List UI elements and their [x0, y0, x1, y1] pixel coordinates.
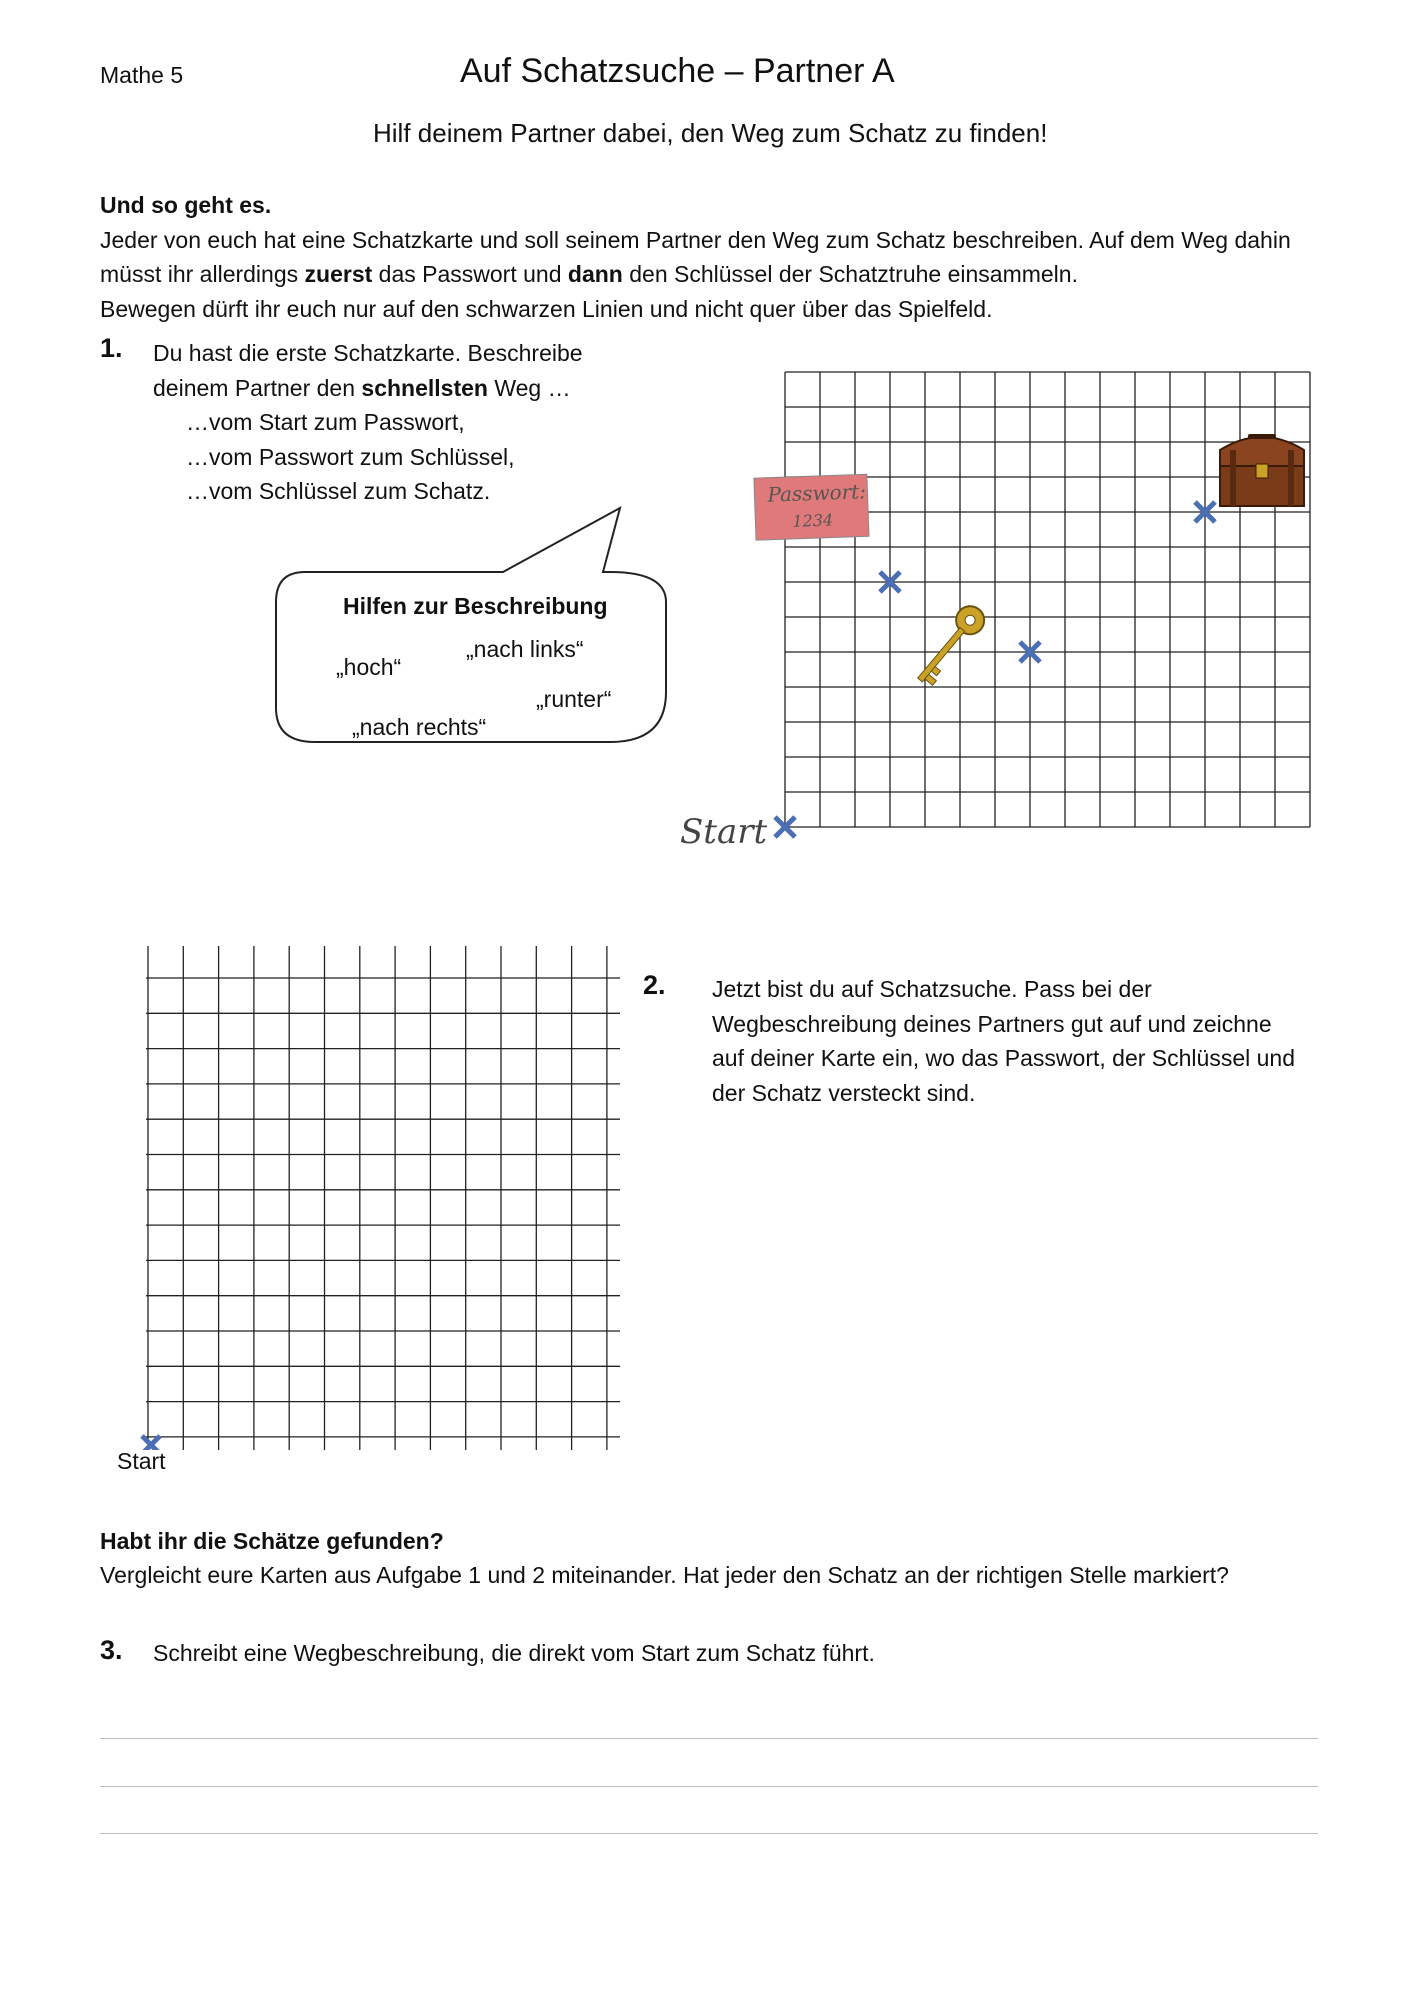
- step-password-to-key: …vom Passwort zum Schlüssel,: [186, 443, 515, 470]
- hint-down: „runter“: [536, 686, 612, 712]
- writing-line[interactable]: [100, 1738, 1318, 1739]
- task2-line: der Schatz versteckt sind.: [712, 1079, 976, 1106]
- password-code: 1234: [792, 510, 834, 531]
- hint-right: „nach rechts“: [352, 714, 487, 740]
- emphasis-then: dann: [567, 261, 623, 287]
- hint-up: „hoch“: [336, 654, 402, 680]
- task2-number: 2.: [643, 970, 666, 1000]
- emphasis-first: zuerst: [304, 261, 373, 287]
- task2-line: auf deiner Karte ein, wo das Passwort, der Schlüssel und: [712, 1045, 1295, 1071]
- hint-left: „nach links“: [466, 636, 584, 662]
- task1-line-part: deinem Partner den: [153, 374, 362, 401]
- instructions-rule: Bewegen dürft ihr euch nur auf den schwarzen Linien und nicht quer über das Spielfeld.: [100, 295, 993, 322]
- task1-line: [153, 371, 623, 406]
- task1-text: [153, 336, 623, 405]
- step-start-to-password: …vom Start zum Passwort,: [186, 409, 465, 435]
- task2-text: [712, 972, 1342, 1110]
- task2-line: Wegbeschreibung deines Partners gut auf und zeichne: [712, 1010, 1272, 1037]
- instructions-text: das Passwort und: [372, 261, 568, 287]
- password-card: [754, 474, 869, 540]
- hints-title: Hilfen zur Beschreibung: [343, 593, 608, 619]
- treasure-chest-icon: [1220, 434, 1304, 506]
- map1-grid: [785, 372, 1310, 827]
- found-heading: Habt ihr die Schätze gefunden?: [100, 1528, 444, 1554]
- task1-line-part: Weg …: [487, 374, 571, 401]
- instructions-paragraph: [100, 223, 1330, 292]
- task2-line: Jetzt bist du auf Schatzsuche. Pass bei der: [712, 976, 1152, 1002]
- map2-grid: [146, 946, 620, 1450]
- page-subtitle: Hilf deinem Partner dabei, den Weg zum Schatz zu finden!: [373, 118, 1048, 148]
- instructions-heading: Und so geht es.: [100, 192, 272, 218]
- page-title: Auf Schatzsuche – Partner A: [460, 52, 895, 90]
- subject-label: Mathe 5: [100, 62, 184, 88]
- map2-start-label: Start: [117, 1448, 166, 1474]
- key-icon: [909, 601, 990, 689]
- treasure-map-1: [680, 360, 1320, 860]
- task1-steps: [186, 405, 514, 509]
- instructions-text: Jeder von euch hat eine Schatzkarte und soll seinem Partner den Weg zum Schatz beschreiben. Auf dem Weg dahin müsst ihr allerdings: [100, 226, 1291, 287]
- map1-start-label: Start: [680, 812, 768, 852]
- instructions: [100, 188, 1330, 326]
- password-label: Passwort:: [767, 479, 867, 507]
- treasure-map-2: [100, 930, 620, 1450]
- task1-line: Du hast die erste Schatzkarte. Beschreibe: [153, 340, 583, 366]
- writing-line[interactable]: [100, 1833, 1318, 1834]
- writing-line[interactable]: [100, 1786, 1318, 1787]
- emphasis-fastest: schnellsten: [361, 374, 488, 401]
- step-key-to-treasure: …vom Schlüssel zum Schatz.: [186, 478, 491, 504]
- task3-number: 3.: [100, 1635, 123, 1665]
- found-text: Vergleicht eure Karten aus Aufgabe 1 und 2 miteinander. Hat jeder den Schatz an der richtigen Stelle markiert?: [100, 1562, 1229, 1588]
- task3-text: Schreibt eine Wegbeschreibung, die direkt vom Start zum Schatz führt.: [153, 1640, 875, 1666]
- task1-number: 1.: [100, 333, 123, 363]
- instructions-text: den Schlüssel der Schatztruhe einsammeln.: [622, 261, 1078, 287]
